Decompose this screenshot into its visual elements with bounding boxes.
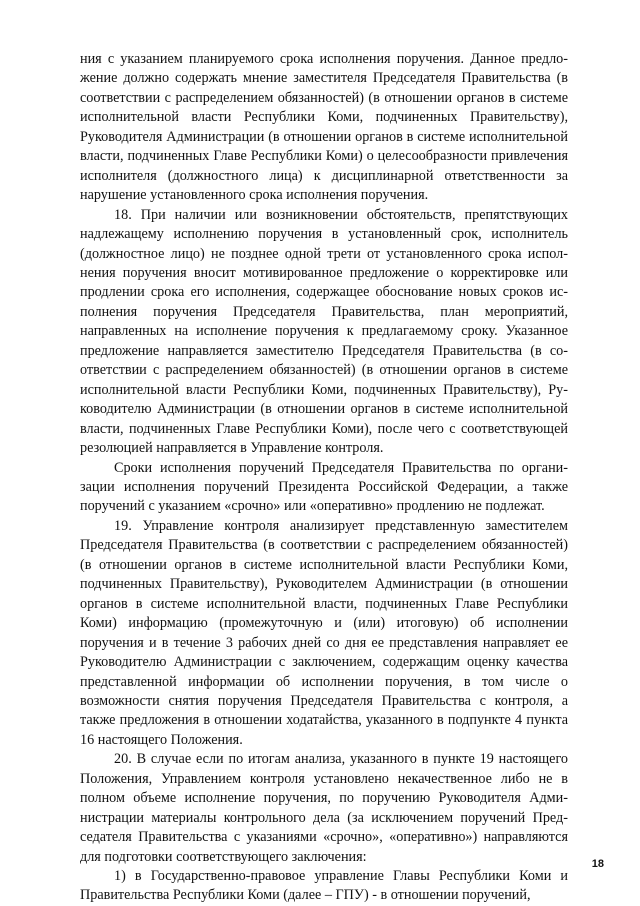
paragraph-continuation: ния с указанием планируемого срока исполнения поручения. Данное предложение должно содержать мнение заместителя Председателя Правительства (в соответствии с распределением обязанностей) (в отношении органов в системе исполнительной власти Республики Коми, подчиненных Правительству), Руководителя Администрации (в отношении органов в системе исполнительной власти, подчиненных Главе Республики Коми) о целесообразности привлечения исполнителя (должностного лица) к дисциплинарной ответственности за нарушение установленного срока исполнения поручения. xyxy=(80,51,568,204)
paragraph-20-item-1: 1) в Государственно-правовое управление Главы Республики Коми и Правительства Республики Коми (далее – ГПУ) - в отношении поручений, xyxy=(80,868,568,904)
paragraph-18: 18. При наличии или возникновении обстоятельств, препятствующих надлежащему исполнению поручения в установленный срок, исполнитель (должностное лицо) не позднее одной трети от установленного срока исполнения поручения вносит мотивированное предложение о корректировке или продлении срока его исполнения, содержащее обоснование новых сроков исполнения поручения Председателя Правительства, план мероприятий, направленных на исполнение поручения к предлагаемому сроку. Указанное предложение направляется заместителю Председателя Правительства (в соответствии с распределением обязанностей) (в отношении органов в системе исполнительной власти Республики Коми, подчиненных Правительству), Руководителю Администрации (в отношении органов в системе исполнительной власти, подчиненных Главе Республики Коми), после чего с соответствующей резолюцией направляется в Управление контроля. xyxy=(80,206,568,457)
document-page xyxy=(80,50,568,904)
paragraph-terms: Сроки исполнения поручений Председателя Правительства по организации исполнения поручений Президента Российской Федерации, а также поручений с указанием «срочно» или «оперативно» продлению не подлежат. xyxy=(80,459,568,515)
paragraph-20: 20. В случае если по итогам анализа, указанного в пункте 19 настоящего Положения, Управлением контроля установлено некачественное либо не в полном объеме исполнение поручения, по поручению Руководителя Администрации материалы контрольного дела (за исключением поручений Председателя Правительства с указаниями «срочно», «оперативно») направляются для подготовки соответствующего заключения: xyxy=(80,751,568,865)
paragraph-19: 19. Управление контроля анализирует представленную заместителем Председателя Правительства (в соответствии с распределением обязанностей) (в отношении органов в системе исполнительной власти Республики Коми, подчиненных Правительству), Руководителем Администрации (в отношении органов в системе исполнительной власти, подчиненных Главе Республики Коми) информацию (промежуточную и (или) итоговую) об исполнении поручения и в течение 3 рабочих дней со дня ее представления направляет ее Руководителю Администрации с заключением, содержащим оценку качества представленной информации об исполнении поручения, в том числе о возможности снятия поручения Председателя Правительства с контроля, а также предложения в отношении ходатайства, указанного в подпункте 4 пункта 16 настоящего Положения. xyxy=(80,517,568,748)
page-number: 18 xyxy=(591,858,604,870)
